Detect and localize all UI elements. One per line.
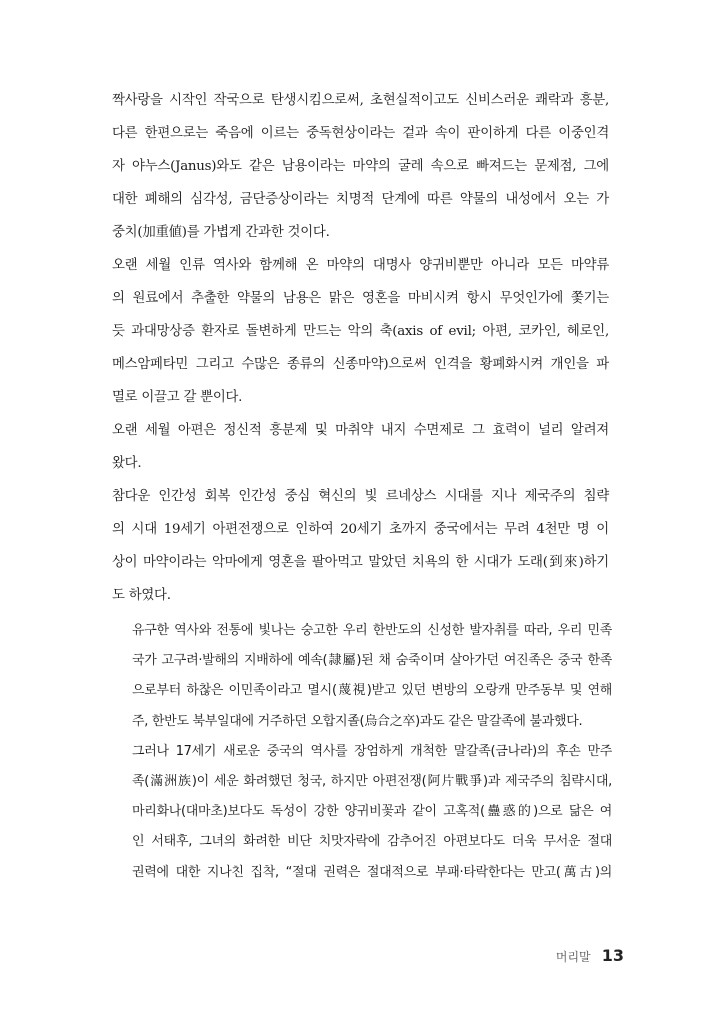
body-line: 짝사랑을 시작인 작국으로 탄생시킴으로써, 초현실적이고도 신비스러운 쾌락과 흥분,: [112, 93, 609, 108]
body-line: 멸로 이끌고 갈 뿐이다.: [112, 390, 243, 405]
quote-line: 권력에 대한 지나친 집착, “절대 권력은 절대적으로 부패·타락한다는 만고(萬古)의: [132, 864, 612, 880]
page-footer: [556, 946, 624, 965]
body-line: 오랜 세월 인류 역사와 함께해 온 마약의 대명사 양귀비뿐만 아니라 모든 마약류: [112, 258, 609, 273]
body-line: 다른 한편으로는 죽음에 이르는 중독현상이라는 겉과 속이 판이하게 다른 이중인격: [112, 126, 609, 141]
quote-line: 유구한 역사와 전통에 빛나는 숭고한 우리 한반도의 신성한 발자취를 따라, 우리 민족: [132, 623, 612, 638]
quote-line: 마리화나(대마초)보다도 독성이 강한 양귀비꽃과 같이 고혹적(蠱惑的)으로 닮은 여: [132, 804, 612, 820]
quote-line: 그러나 17세기 새로운 중국의 역사를 장엄하게 개척한 말갈족(금나라)의 후손 만주: [132, 743, 612, 759]
body-line: 참다운 인간성 회복 인간성 중심 혁신의 빛 르네상스 시대를 지나 제국주의 침략: [112, 489, 609, 504]
page-number: 13: [601, 946, 624, 965]
body-line: 대한 폐해의 심각성, 금단증상이라는 치명적 단계에 따른 약물의 내성에서 오는 가: [112, 192, 609, 207]
quote-block: [132, 616, 612, 888]
body-line: 자 야누스(Janus)와도 같은 남용이라는 마약의 굴레 속으로 빠져드는 문제점, 그에: [112, 159, 609, 174]
body-line: 의 원료에서 추출한 약물의 남용은 맑은 영혼을 마비시켜 항시 무엇인가에 쫓기는: [112, 291, 609, 306]
footer-section-title: 머리말: [555, 950, 591, 964]
body-line: 도 하였다.: [112, 588, 171, 603]
body-line: 상이 마약이라는 악마에게 영혼을 팔아먹고 말았던 치욕의 한 시대가 도래(到來)하기: [112, 555, 609, 570]
body-line: 오랜 세월 아편은 정신적 흥분제 및 마취약 내지 수면제로 그 효력이 널리 알려져: [112, 423, 609, 438]
body-text: [112, 84, 609, 612]
body-line: 중치(加重値)를 가볍게 간과한 것이다.: [112, 225, 330, 240]
body-line: 왔다.: [112, 456, 142, 471]
body-line: 메스암페타민 그리고 수많은 종류의 신종마약)으로써 인격을 황폐화시켜 개인을 파: [112, 357, 609, 372]
quote-line: 국가 고구려·발해의 지배하에 예속(隷屬)된 채 숨죽이며 살아가던 여진족은 중국 한족: [132, 653, 612, 669]
quote-line: 인 서태후, 그녀의 화려한 비단 치맛자락에 감추어진 아편보다도 더욱 무서운 절대: [132, 834, 612, 850]
quote-line: 주, 한반도 북부일대에 거주하던 오합지졸(烏合之卒)과도 같은 말갈족에 불과했다.: [132, 713, 583, 729]
quote-line: 족(滿洲族)이 세운 화려했던 청국, 하지만 아편전쟁(阿片戰爭)과 제국주의 침략시대,: [132, 773, 612, 789]
quote-line: 으로부터 하찮은 이민족이라고 멸시(蔑視)받고 있던 변방의 오랑캐 만주동부 및 연해: [132, 683, 612, 699]
body-line: 의 시대 19세기 아편전쟁으로 인하여 20세기 초까지 중국에서는 무려 4천만 명 이: [112, 522, 609, 537]
body-line: 듯 과대망상증 환자로 돌변하게 만드는 악의 축(axis of evil; 아편, 코카인, 헤로인,: [112, 324, 609, 339]
